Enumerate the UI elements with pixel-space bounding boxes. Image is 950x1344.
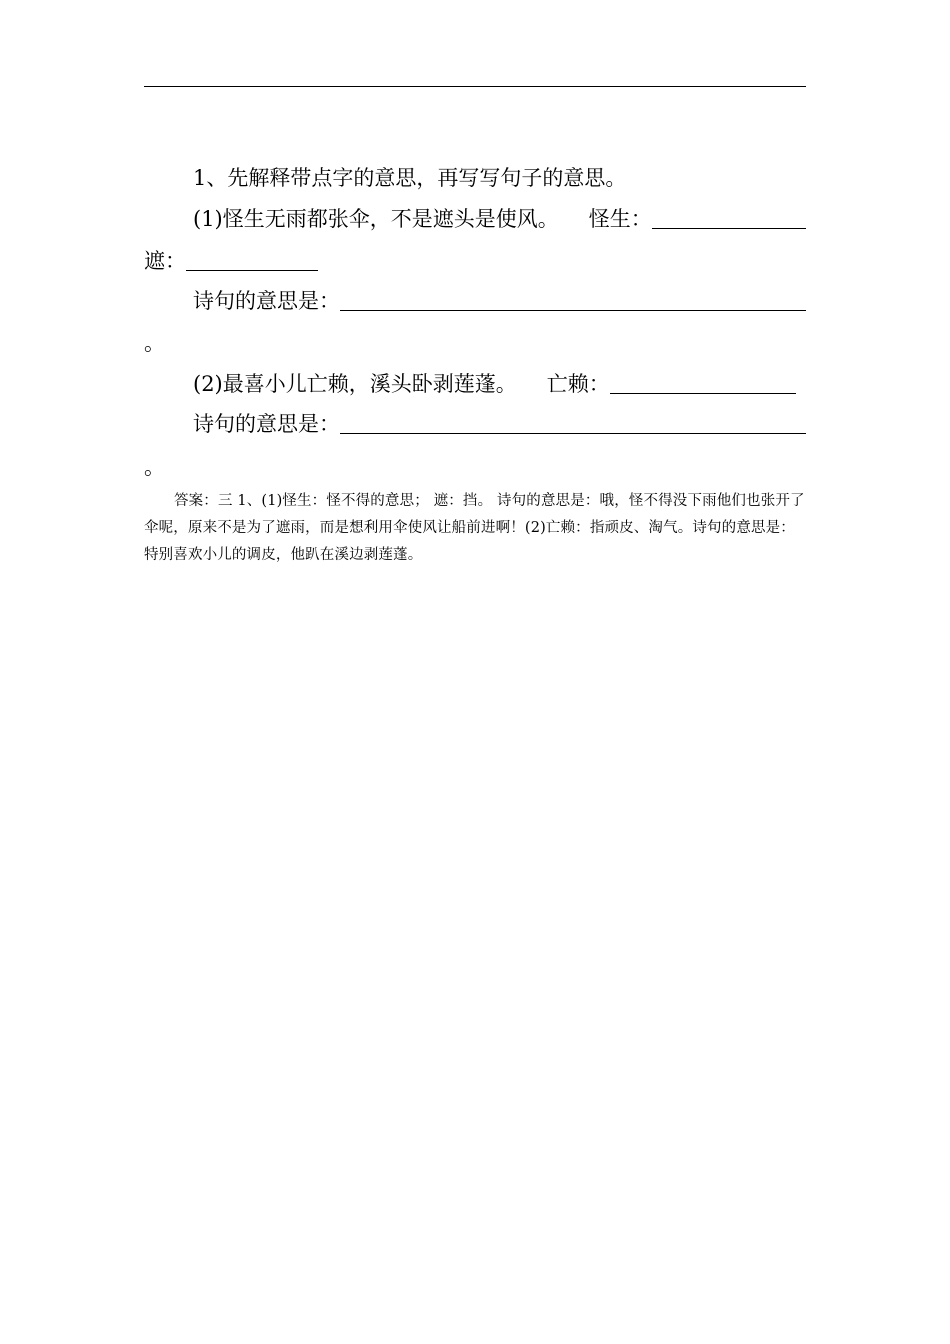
q1-row bbox=[144, 207, 806, 231]
q2-text: (2)最喜小儿亡赖，溪头卧剥莲蓬。 bbox=[193, 372, 517, 396]
q1-meaning-label: 诗句的意思是： bbox=[193, 289, 340, 313]
q2-label-a: 亡赖： bbox=[546, 372, 610, 396]
q1-period bbox=[144, 331, 806, 355]
instruction-text: 1、先解释带点字的意思，再写写句子的意思。 bbox=[193, 166, 627, 190]
answer-paragraph: 答案：三 1、(1)怪生：怪不得的意思； 遮：挡。 诗句的意思是：哦，怪不得没下雨他们也张开了伞呢，原来不是为了遮雨，而是想利用伞使风让船前进啊！(2)亡赖：指顽皮、淘气。诗句的意思是： 特别喜欢小儿的调皮，他趴在溪边剥莲蓬。 bbox=[144, 493, 805, 563]
q1-row-b bbox=[144, 249, 806, 273]
period-mark: 。 bbox=[144, 455, 165, 479]
q2-meaning-blank[interactable] bbox=[340, 413, 806, 434]
q2-answer-blank[interactable] bbox=[610, 373, 796, 394]
q1-answer-blank-a[interactable] bbox=[652, 208, 806, 229]
period-mark: 。 bbox=[144, 331, 165, 355]
question-instruction bbox=[144, 166, 806, 190]
q2-period bbox=[144, 455, 806, 479]
header-rule bbox=[144, 86, 806, 87]
q2-meaning-label: 诗句的意思是： bbox=[193, 412, 340, 436]
q1-label-b: 遮： bbox=[144, 249, 186, 273]
q1-meaning-row bbox=[144, 289, 806, 313]
q2-meaning-row bbox=[144, 412, 806, 436]
q1-label-a: 怪生： bbox=[588, 207, 652, 231]
q1-answer-blank-b[interactable] bbox=[186, 250, 318, 271]
q1-text: (1)怪生无雨都张伞，不是遮头是使风。 bbox=[193, 207, 559, 231]
q2-row bbox=[144, 372, 796, 396]
q1-meaning-blank[interactable] bbox=[340, 290, 806, 311]
